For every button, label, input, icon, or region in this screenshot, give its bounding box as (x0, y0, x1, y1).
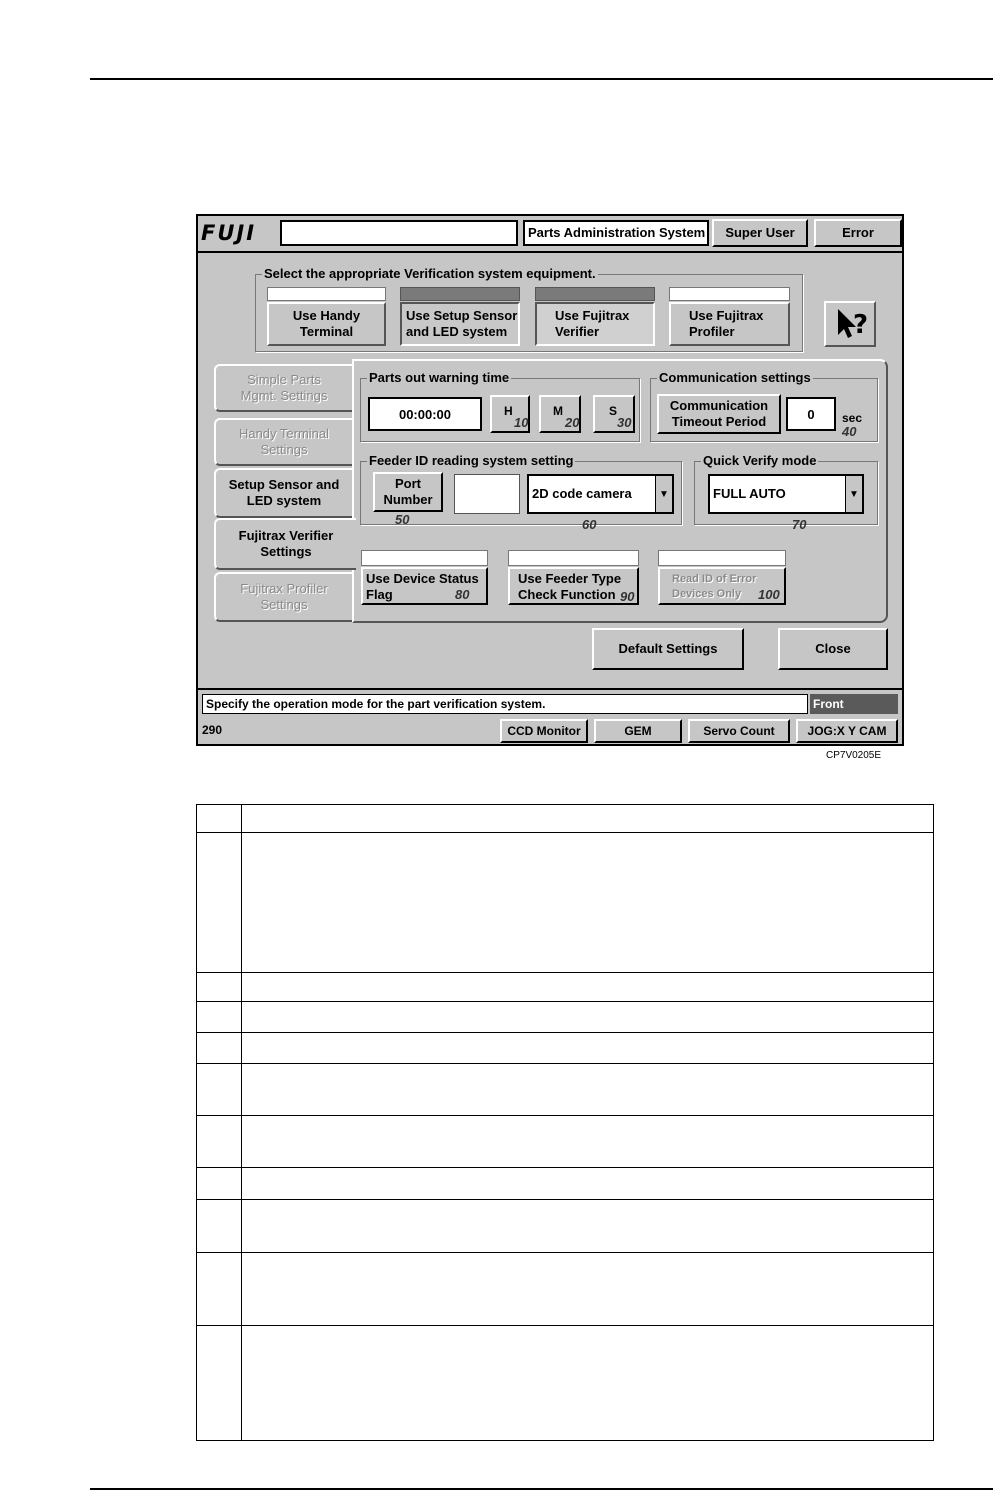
status-code: 290 (202, 723, 223, 737)
header-divider (198, 251, 902, 253)
feeder-id-title: Feeder ID reading system setting (369, 453, 574, 468)
tab-setup-sensor[interactable]: Setup Sensor and LED system (214, 468, 352, 518)
error-button[interactable]: Error (814, 219, 902, 247)
communication-title: Communication settings (659, 370, 811, 385)
app-window (196, 214, 904, 746)
table-row (197, 805, 934, 833)
gem-button[interactable]: GEM (594, 719, 682, 743)
top-rule (90, 78, 993, 80)
bottom-rule (90, 1488, 993, 1490)
hours-button[interactable]: H 10 (490, 395, 530, 433)
tab-fujitrax-verifier[interactable]: Fujitrax Verifier Settings (214, 518, 356, 570)
tab-simple-parts[interactable]: Simple Parts Mgmt. Settings (214, 364, 352, 412)
quick-verify-title: Quick Verify mode (703, 453, 817, 468)
fujitrax-profiler-indicator (669, 287, 790, 301)
chevron-down-icon[interactable]: ▼ (845, 476, 862, 512)
table-row (197, 973, 934, 1002)
status-divider (198, 688, 902, 690)
feeder-type-indicator (508, 550, 639, 566)
read-id-error-devices-button[interactable]: Read ID of Error Devices Only 100 (658, 567, 786, 605)
error-devices-indicator (658, 550, 786, 566)
system-name: Parts Administration System (523, 220, 709, 246)
setup-sensor-indicator (400, 287, 520, 301)
ccd-monitor-button[interactable]: CCD Monitor (500, 719, 588, 743)
table-row (197, 1200, 934, 1253)
timeout-num: 40 (842, 424, 857, 439)
use-setup-sensor-button[interactable]: Use Setup Sensor and LED system (400, 302, 520, 346)
table-row (197, 1253, 934, 1326)
tab-fujitrax-profiler[interactable]: Fujitrax Profiler Settings (214, 572, 352, 622)
table-row (197, 1064, 934, 1116)
use-handy-terminal-button[interactable]: Use Handy Terminal (267, 302, 386, 346)
quick-verify-select[interactable]: FULL AUTO ▼ (708, 474, 864, 514)
device-status-indicator (361, 550, 488, 566)
table-row (197, 1033, 934, 1064)
minutes-button[interactable]: M 20 (539, 395, 581, 433)
fuji-logo: FUJI (201, 221, 257, 245)
table-row (197, 1116, 934, 1168)
use-feeder-type-check-button[interactable]: Use Feeder Type Check Function 90 (508, 567, 639, 605)
pointer-question-icon (826, 303, 874, 345)
equipment-title: Select the appropriate Verification system equipment. (264, 266, 596, 281)
status-side: Front (810, 694, 898, 714)
svg-text:?: ? (853, 310, 869, 340)
port-number-button[interactable]: Port Number (373, 472, 443, 512)
table-row (197, 1002, 934, 1033)
help-pointer-button[interactable] (824, 301, 876, 347)
use-fujitrax-verifier-button[interactable]: Use Fujitrax Verifier (535, 302, 655, 346)
port-number-field[interactable] (454, 474, 520, 514)
handy-terminal-indicator (267, 287, 386, 301)
super-user-button[interactable]: Super User (712, 219, 808, 247)
table-row (197, 833, 934, 973)
parts-out-time-field[interactable]: 00:00:00 (368, 397, 482, 431)
close-button[interactable]: Close (778, 628, 888, 670)
figure-label: CP7V0205E (826, 750, 882, 761)
reader-num: 60 (582, 517, 597, 532)
tab-handy-terminal[interactable]: Handy Terminal Settings (214, 418, 352, 466)
timeout-unit: sec (842, 411, 863, 425)
seconds-button[interactable]: S 30 (593, 395, 635, 433)
default-settings-button[interactable]: Default Settings (592, 628, 744, 670)
status-message: Specify the operation mode for the part verification system. (202, 694, 808, 714)
description-table (196, 804, 934, 1441)
use-fujitrax-profiler-button[interactable]: Use Fujitrax Profiler (669, 302, 790, 346)
timeout-value-field[interactable]: 0 (786, 397, 836, 431)
parts-out-title: Parts out warning time (369, 370, 510, 385)
title-field (280, 220, 518, 246)
table-row (197, 1168, 934, 1200)
jog-xy-cam-button[interactable]: JOG:X Y CAM (796, 719, 898, 743)
fujitrax-verifier-indicator (535, 287, 655, 301)
communication-timeout-button[interactable]: Communication Timeout Period (657, 394, 781, 434)
reader-select[interactable]: 2D code camera ▼ (527, 474, 674, 514)
use-device-status-flag-button[interactable]: Use Device Status Flag 80 (361, 567, 488, 605)
chevron-down-icon[interactable]: ▼ (655, 476, 672, 512)
port-num: 50 (395, 512, 410, 527)
servo-count-button[interactable]: Servo Count (688, 719, 790, 743)
quick-verify-num: 70 (792, 517, 807, 532)
table-row (197, 1326, 934, 1441)
